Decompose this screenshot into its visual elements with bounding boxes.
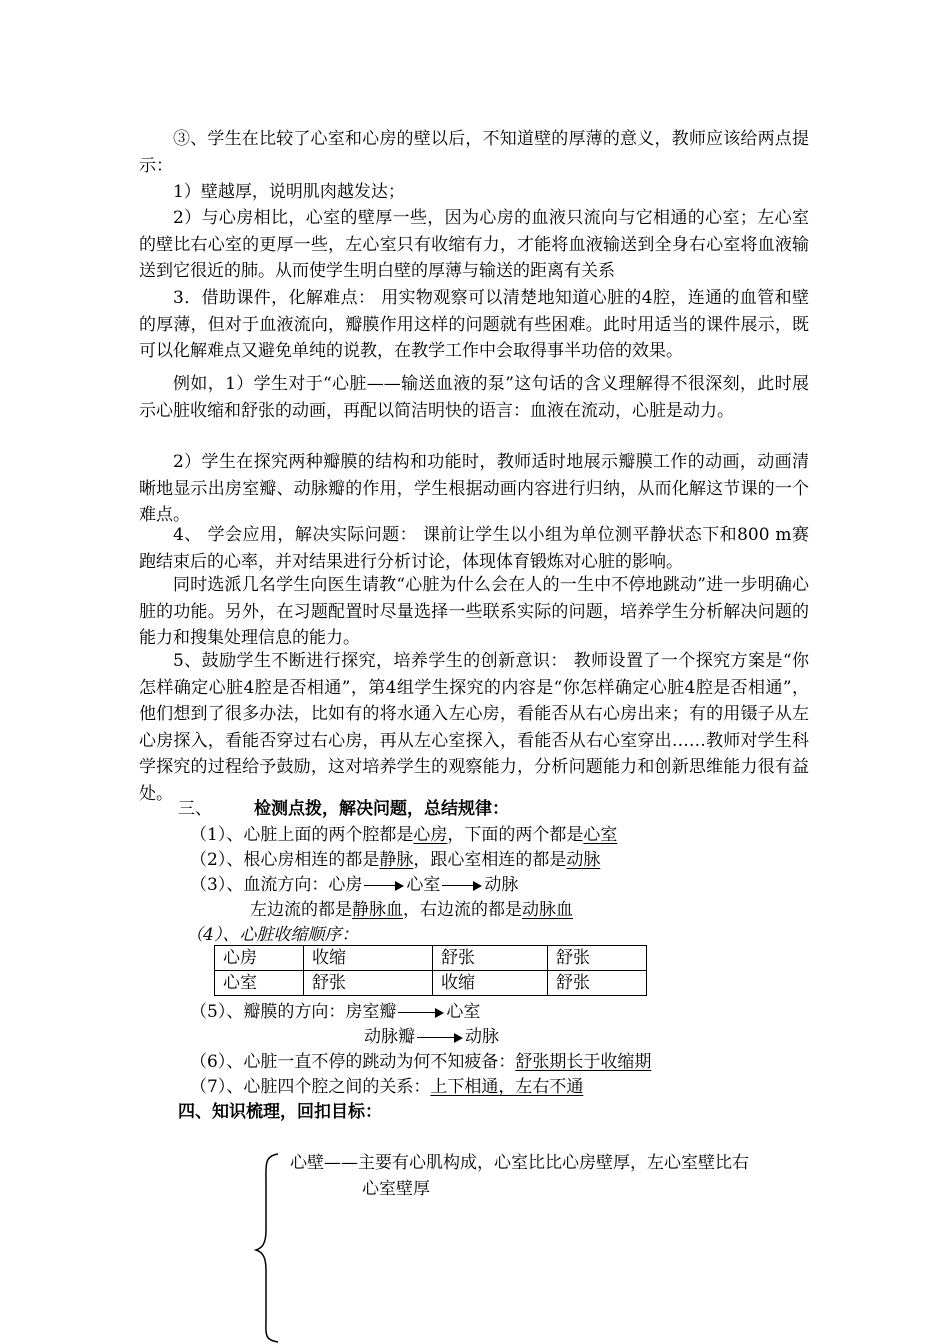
section-3-number: 三、 bbox=[178, 799, 212, 819]
item-1-answer-1: 心房 bbox=[413, 825, 448, 845]
item-2 bbox=[190, 847, 600, 873]
table-row bbox=[215, 971, 647, 996]
item-3-mid: 心室 bbox=[406, 875, 441, 895]
item-1-mid: ，下面的两个都是 bbox=[447, 825, 584, 845]
item-5-text: （5）、瓣膜的方向：房室瓣 bbox=[190, 1002, 397, 1022]
item-5b-end: 动脉 bbox=[465, 1027, 499, 1047]
paragraph-hint-2: 2）与心房相比，心室的壁厚一些，因为心房的血液只流向与它相通的心室；左心室的壁比右心室的更厚一些，左心室只有收缩有力，才能将血液输送到全身右心室将血液输送到它很近的肺。从而使学生明白壁的厚薄与输送的距离有关系 bbox=[139, 208, 809, 281]
item-3b bbox=[250, 897, 573, 923]
table-cell: 心室 bbox=[215, 971, 304, 996]
item-1-text: （1）、心脏上面的两个腔都是 bbox=[190, 825, 414, 845]
item-7 bbox=[190, 1074, 583, 1100]
table-cell: 收缩 bbox=[304, 946, 433, 971]
item-5b-text: 动脉瓣 bbox=[364, 1027, 415, 1047]
table-cell: 舒张 bbox=[548, 946, 647, 971]
right-arrow-icon bbox=[364, 881, 404, 891]
right-arrow-icon bbox=[417, 1033, 463, 1043]
item-5b bbox=[364, 1024, 499, 1050]
paragraph-example-1: 例如，1）学生对于“心脏——输送血液的泵”这句话的含义理解得不很深刻，此时展示心脏收缩和舒张的动画，再配以简洁明快的语言：血液在流动，心脏是动力。 bbox=[139, 374, 809, 421]
item-2-text: （2）、根心房相连的都是 bbox=[190, 850, 380, 870]
item-5-end: 心室 bbox=[446, 1002, 481, 1022]
knowledge-summary bbox=[290, 1150, 810, 1202]
table-row bbox=[215, 946, 647, 971]
table-cell: 心房 bbox=[215, 946, 304, 971]
item-4-text: （4）、心脏收缩顺序： bbox=[186, 925, 359, 945]
left-brace-icon bbox=[252, 1152, 282, 1344]
right-arrow-icon bbox=[442, 881, 482, 891]
item-5 bbox=[190, 999, 480, 1025]
section-3-heading bbox=[178, 796, 509, 822]
item-3 bbox=[190, 872, 518, 898]
item-3b-text: 左边流的都是 bbox=[250, 900, 352, 920]
item-3b-answer-2: 动脉血 bbox=[522, 900, 573, 920]
item-6-answer: 舒张期长于收缩期 bbox=[515, 1052, 652, 1072]
contraction-table bbox=[214, 945, 647, 996]
table-cell: 舒张 bbox=[548, 971, 647, 996]
item-2-answer-2: 动脉 bbox=[566, 850, 601, 870]
table-cell: 舒张 bbox=[304, 971, 433, 996]
item-3-text: （3）、血流方向：心房 bbox=[190, 875, 363, 895]
paragraph-application: 4、 学会应用，解决实际问题： 课前让学生以小组为单位测平静状态下和800 m赛跑结束后的心率，并对结果进行分析讨论，体现体育锻炼对心脏的影响。 bbox=[139, 525, 809, 572]
summary-line-2: 心室壁厚 bbox=[362, 1179, 430, 1199]
item-2-answer-1: 静脉 bbox=[379, 850, 414, 870]
item-1-answer-2: 心室 bbox=[583, 825, 618, 845]
paragraph-doctor: 同时选派几名学生向医生请教“心脏为什么会在人的一生中不停地跳动”进一步明确心脏的功能。另外，在习题配置时尽量选择一些联系实际的问题，培养学生分析解决问题的能力和搜集处理信息的能力。 bbox=[139, 575, 809, 648]
item-3b-answer-1: 静脉血 bbox=[352, 900, 403, 920]
item-2-mid: ，跟心室相连的都是 bbox=[413, 850, 567, 870]
item-1 bbox=[190, 822, 617, 848]
paragraph-wall-thickness: ③、学生在比较了心室和心房的壁以后，不知道壁的厚薄的意义，教师应该给两点提示： bbox=[139, 129, 809, 176]
item-3-end: 动脉 bbox=[484, 875, 519, 895]
paragraph-explore: 5、鼓励学生不断进行探究，培养学生的创新意识： 教师设置了一个探究方案是“你怎样确定心脏4腔是否相通”，第4组学生探究的内容是“你怎样确定心脏4腔是否相通”，他们想到了很多办法，比如有的将水通入左心房，看能否从右心房出来；有的用镊子从左心房探入，看能否穿过右心房，再从左心室探入，看能否从右心室穿出……教师对学生科学探究的过程给予鼓励，这对培养学生的观察能力，分析问题能力和创新思维能力很有益处。 bbox=[139, 651, 809, 804]
item-6-text: （6）、心脏一直不停的跳动为何不知疲备： bbox=[190, 1052, 516, 1072]
paragraph-courseware: 3．借助课件，化解难点： 用实物观察可以清楚地知道心脏的4腔，连通的血管和壁的厚薄，但对于血液流向，瓣膜作用这样的问题就有些困难。此时用适当的课件展示，既可以化解难点又避免单纯的说教，在教学工作中会取得事半功倍的效果。 bbox=[139, 288, 809, 361]
section-4-heading: 四、知识梳理，回扣目标： bbox=[178, 1102, 382, 1122]
item-3b-mid: ，右边流的都是 bbox=[403, 900, 522, 920]
summary-line-1: 心壁——主要有心肌构成，心室比比心房壁厚，左心室壁比右 bbox=[290, 1153, 749, 1173]
item-6 bbox=[190, 1049, 651, 1075]
paragraph-example-2: 2）学生在探究两种瓣膜的结构和功能时，教师适时地展示瓣膜工作的动画，动画清晰地显示出房室瓣、动脉瓣的作用，学生根据动画内容进行归纳，从而化解这节课的一个难点。 bbox=[139, 452, 809, 525]
table-cell: 舒张 bbox=[433, 946, 548, 971]
right-arrow-icon bbox=[398, 1008, 444, 1018]
paragraph-hint-1: 1）壁越厚，说明肌肉越发达； bbox=[173, 182, 405, 202]
section-3-title: 检测点拨，解决问题，总结规律： bbox=[254, 799, 509, 819]
table-cell: 收缩 bbox=[433, 971, 548, 996]
item-7-answer: 上下相通，左右不通 bbox=[430, 1077, 584, 1097]
item-7-text: （7）、心脏四个腔之间的关系： bbox=[190, 1077, 431, 1097]
